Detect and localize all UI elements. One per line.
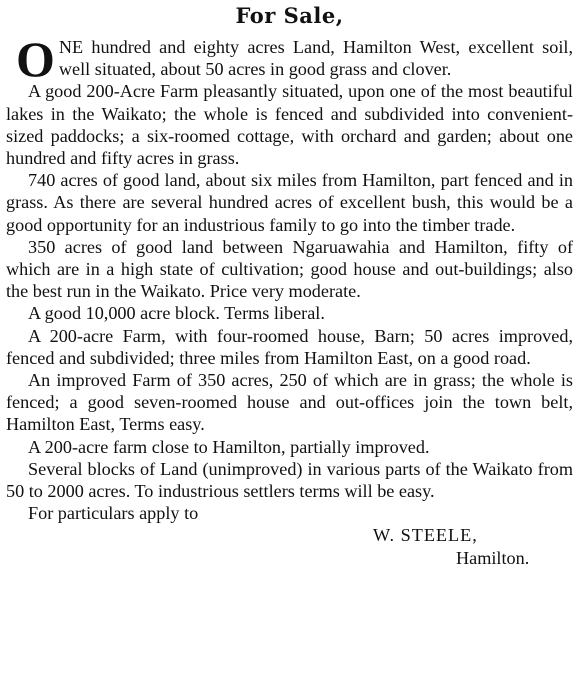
ad-paragraph-9: Several blocks of Land (unimproved) in various parts of the Waikato from 50 to 2000 acres. To industrious settlers terms will be easy.	[6, 458, 573, 502]
ad-paragraph-8: A 200-acre farm close to Hamilton, partially improved.	[28, 436, 430, 457]
ad-title: For Sale,	[235, 3, 344, 28]
ad-paragraph-1	[6, 31, 573, 87]
ad-paragraph-5: A good 10,000 acre block. Terms liberal.	[28, 303, 325, 324]
signature: W. STEELE,	[373, 525, 478, 546]
ad-paragraph-6: A 200-acre Farm, with four-roomed house, Barn; 50 acres improved, fenced and subdivided; three miles from Hamilton East, on a good road.	[6, 325, 573, 368]
signature-place: Hamilton.	[456, 547, 530, 568]
ad-paragraph-1-text: NE hundred and eighty acres Land, Hamilton West, excellent soil, well situated, about 50 acres in good grass and clover.	[58, 37, 573, 80]
drop-cap: O	[16, 31, 55, 87]
ad-paragraph-4: 350 acres of good land between Ngaruawahia and Hamilton, fifty of which are in a high state of cultivation; good house and out-buildings; also the best run in the Waikato. Price very moderate.	[6, 236, 573, 302]
closing-line: For particulars apply to	[28, 503, 199, 524]
ad-paragraph-7: An improved Farm of 350 acres, 250 of which are in grass; the whole is fenced; a good seven-roomed house and out-offices join the town belt, Hamilton East, Terms easy.	[6, 370, 573, 435]
ad-paragraph-3: 740 acres of good land, about six miles from Hamilton, part fenced and in grass. As there are several hundred acres of excellent bush, this would be a good opportunity for an industrious family to go into the timber trade.	[6, 170, 573, 235]
ad-paragraph-2: A good 200-Acre Farm pleasantly situated, upon one of the most beautiful lakes in the Waikato; the whole is fenced and subdivided into convenient-sized paddocks; a six-roomed cottage, with orchard and garden; about one hundred and fifty acres in grass.	[6, 81, 573, 169]
